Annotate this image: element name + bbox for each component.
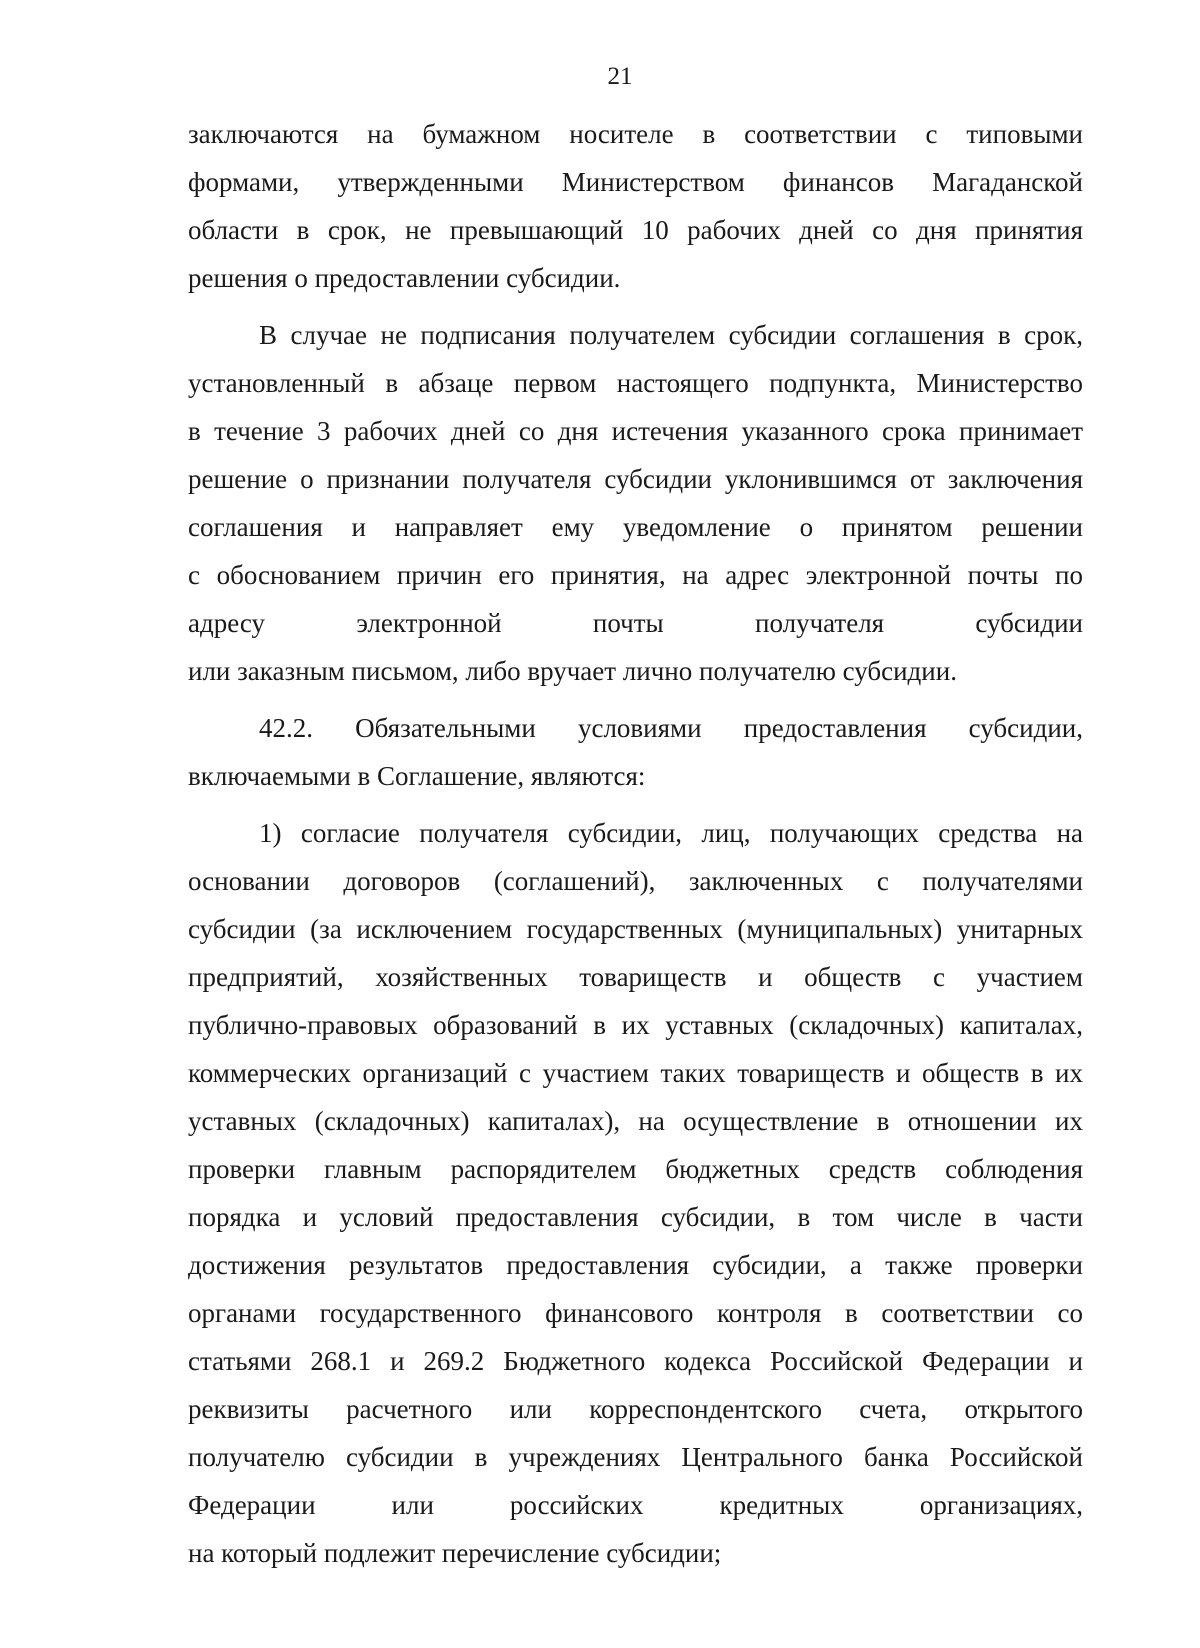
text-line: основании договоров (соглашений), заключенных с получателями (188, 866, 1083, 896)
text-line: области в срок, не превышающий 10 рабочих дней со дня принятия (188, 215, 1083, 245)
paragraph-contract-terms (188, 110, 1083, 302)
text-line: достижения результатов предоставления субсидии, а также проверки (188, 1250, 1083, 1280)
text-line: или заказным письмом, либо вручает лично получателю субсидии. (188, 656, 957, 686)
text-line: публично-правовых образований в их уставных (складочных) капиталах, (188, 1010, 1083, 1040)
text-line: уставных (складочных) капиталах), на осуществление в отношении их (188, 1106, 1083, 1136)
paragraph-42-2 (188, 704, 1083, 800)
text-line: решения о предоставлении субсидии. (188, 263, 621, 293)
text-line: органами государственного финансового контроля в соответствии со (188, 1298, 1083, 1328)
text-line: решение о признании получателя субсидии уклонившимся от заключения (188, 464, 1083, 494)
text-line: В случае не подписания получателем субсидии соглашения в срок, (259, 320, 1083, 350)
text-line: проверки главным распорядителем бюджетных средств соблюдения (188, 1154, 1083, 1184)
text-line: включаемыми в Соглашение, являются: (188, 761, 646, 791)
text-line: на который подлежит перечисление субсидии; (188, 1538, 722, 1568)
paragraph-not-signed (188, 311, 1083, 695)
text-line: адресу электронной почты получателя субсидии (188, 608, 1083, 638)
text-line: коммерческих организаций с участием таких товариществ и обществ в их (188, 1058, 1083, 1088)
text-line: предприятий, хозяйственных товариществ и обществ с участием (188, 962, 1083, 992)
page-number: 21 (607, 63, 633, 90)
text-line: реквизиты расчетного или корреспондентского счета, открытого (188, 1394, 1083, 1424)
text-line: установленный в абзаце первом настоящего подпункта, Министерство (188, 368, 1083, 398)
text-line: статьями 268.1 и 269.2 Бюджетного кодекса Российской Федерации и (188, 1346, 1083, 1376)
text-line: порядка и условий предоставления субсидии, в том числе в части (188, 1202, 1083, 1232)
text-line: в течение 3 рабочих дней со дня истечения указанного срока принимает (188, 416, 1083, 446)
text-line: соглашения и направляет ему уведомление о принятом решении (188, 512, 1083, 542)
paragraph-item-1 (188, 809, 1083, 1577)
text-line: формами, утвержденными Министерством финансов Магаданской (188, 167, 1083, 197)
text-line: 42.2. Обязательными условиями предоставления субсидии, (259, 713, 1083, 743)
document-body (188, 110, 1083, 1586)
text-line: заключаются на бумажном носителе в соответствии с типовыми (188, 119, 1083, 149)
text-line: 1) согласие получателя субсидии, лиц, получающих средства на (259, 818, 1083, 848)
text-line: получателю субсидии в учреждениях Центрального банка Российской (188, 1442, 1083, 1472)
text-line: с обоснованием причин его принятия, на адрес электронной почты по (188, 560, 1083, 590)
text-line: субсидии (за исключением государственных (муниципальных) унитарных (188, 914, 1083, 944)
text-line: Федерации или российских кредитных организациях, (188, 1490, 1083, 1520)
